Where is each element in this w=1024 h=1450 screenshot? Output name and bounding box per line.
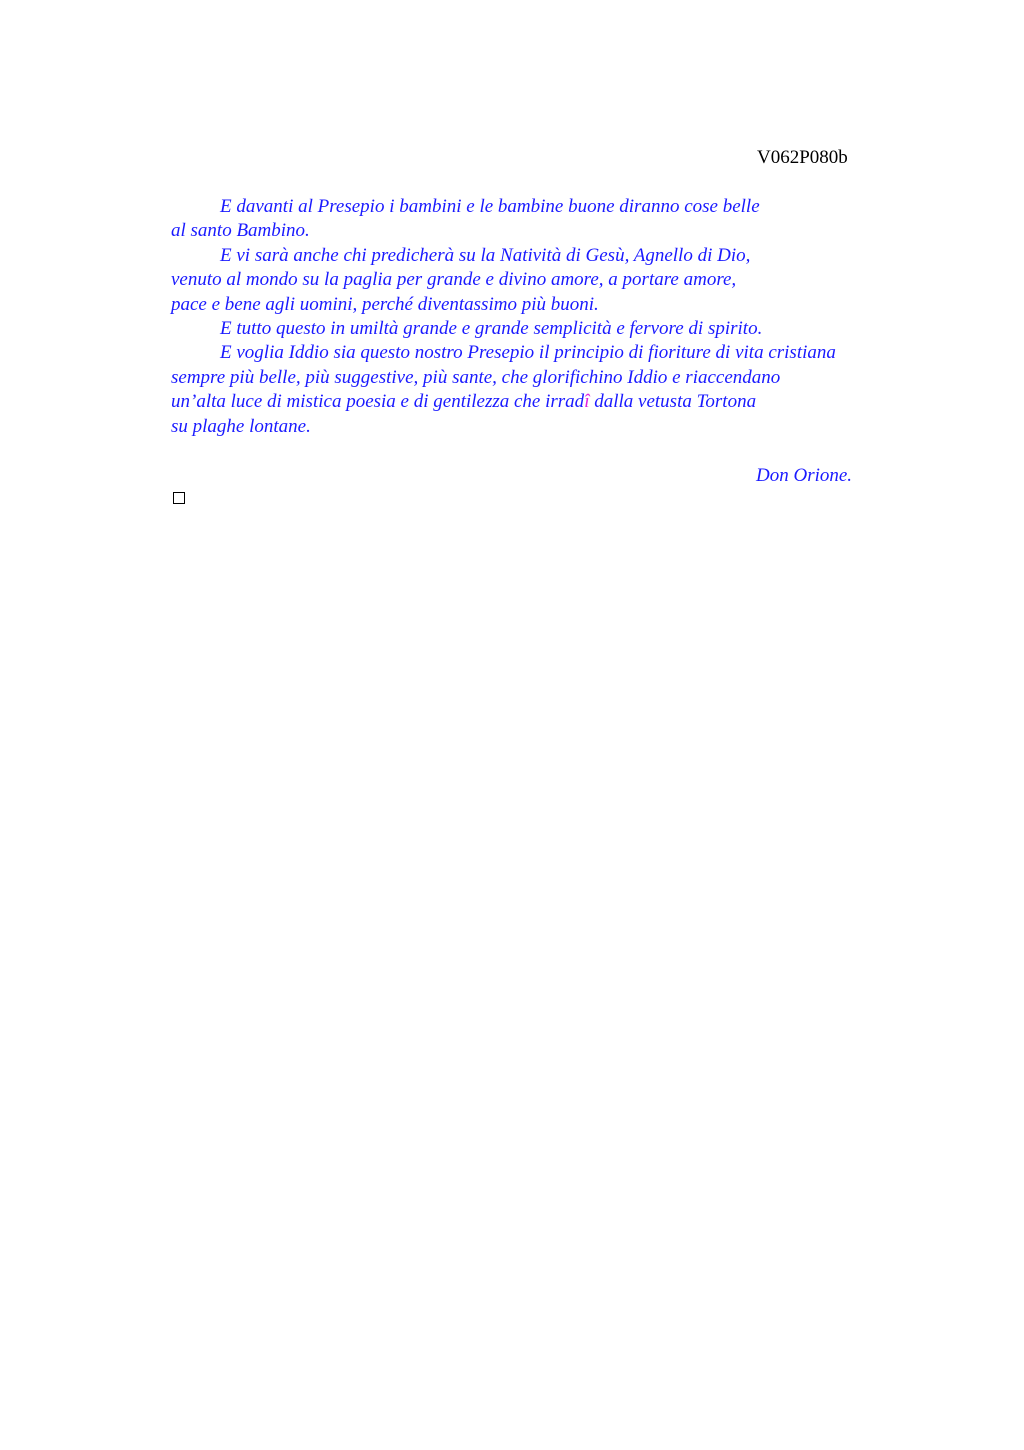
text-line: E tutto questo in umiltà grande e grande semplicità e fervore di spirito. <box>220 318 763 340</box>
text-line: al santo Bambino. <box>171 220 310 242</box>
end-box-icon <box>173 492 185 504</box>
text-segment: un’alta luce di mistica poesia e di gentilezza che irrad <box>171 391 585 413</box>
text-line: E voglia Iddio sia questo nostro Presepio il principio di fioriture di vita cristiana <box>220 342 836 364</box>
letter-body <box>171 195 931 439</box>
highlighted-character: î <box>584 391 590 413</box>
text-line: pace e bene agli uomini, perché diventassimo più buoni. <box>171 293 599 315</box>
text-segment: dalla vetusta Tortona <box>589 391 757 413</box>
text-line: venuto al mondo su la paglia per grande e divino amore, a portare amore, <box>171 269 737 291</box>
text-line: sempre più belle, più suggestive, più sante, che glorifichino Iddio e riaccendano <box>171 366 781 388</box>
text-line: su plaghe lontane. <box>171 415 311 437</box>
signature: Don Orione. <box>756 465 853 486</box>
text-line <box>171 390 931 414</box>
page-id: V062P080b <box>757 147 848 168</box>
text-line: E vi sarà anche chi predicherà su la Natività di Gesù, Agnello di Dio, <box>220 244 751 266</box>
text-line: E davanti al Presepio i bambini e le bambine buone diranno cose belle <box>220 196 760 217</box>
